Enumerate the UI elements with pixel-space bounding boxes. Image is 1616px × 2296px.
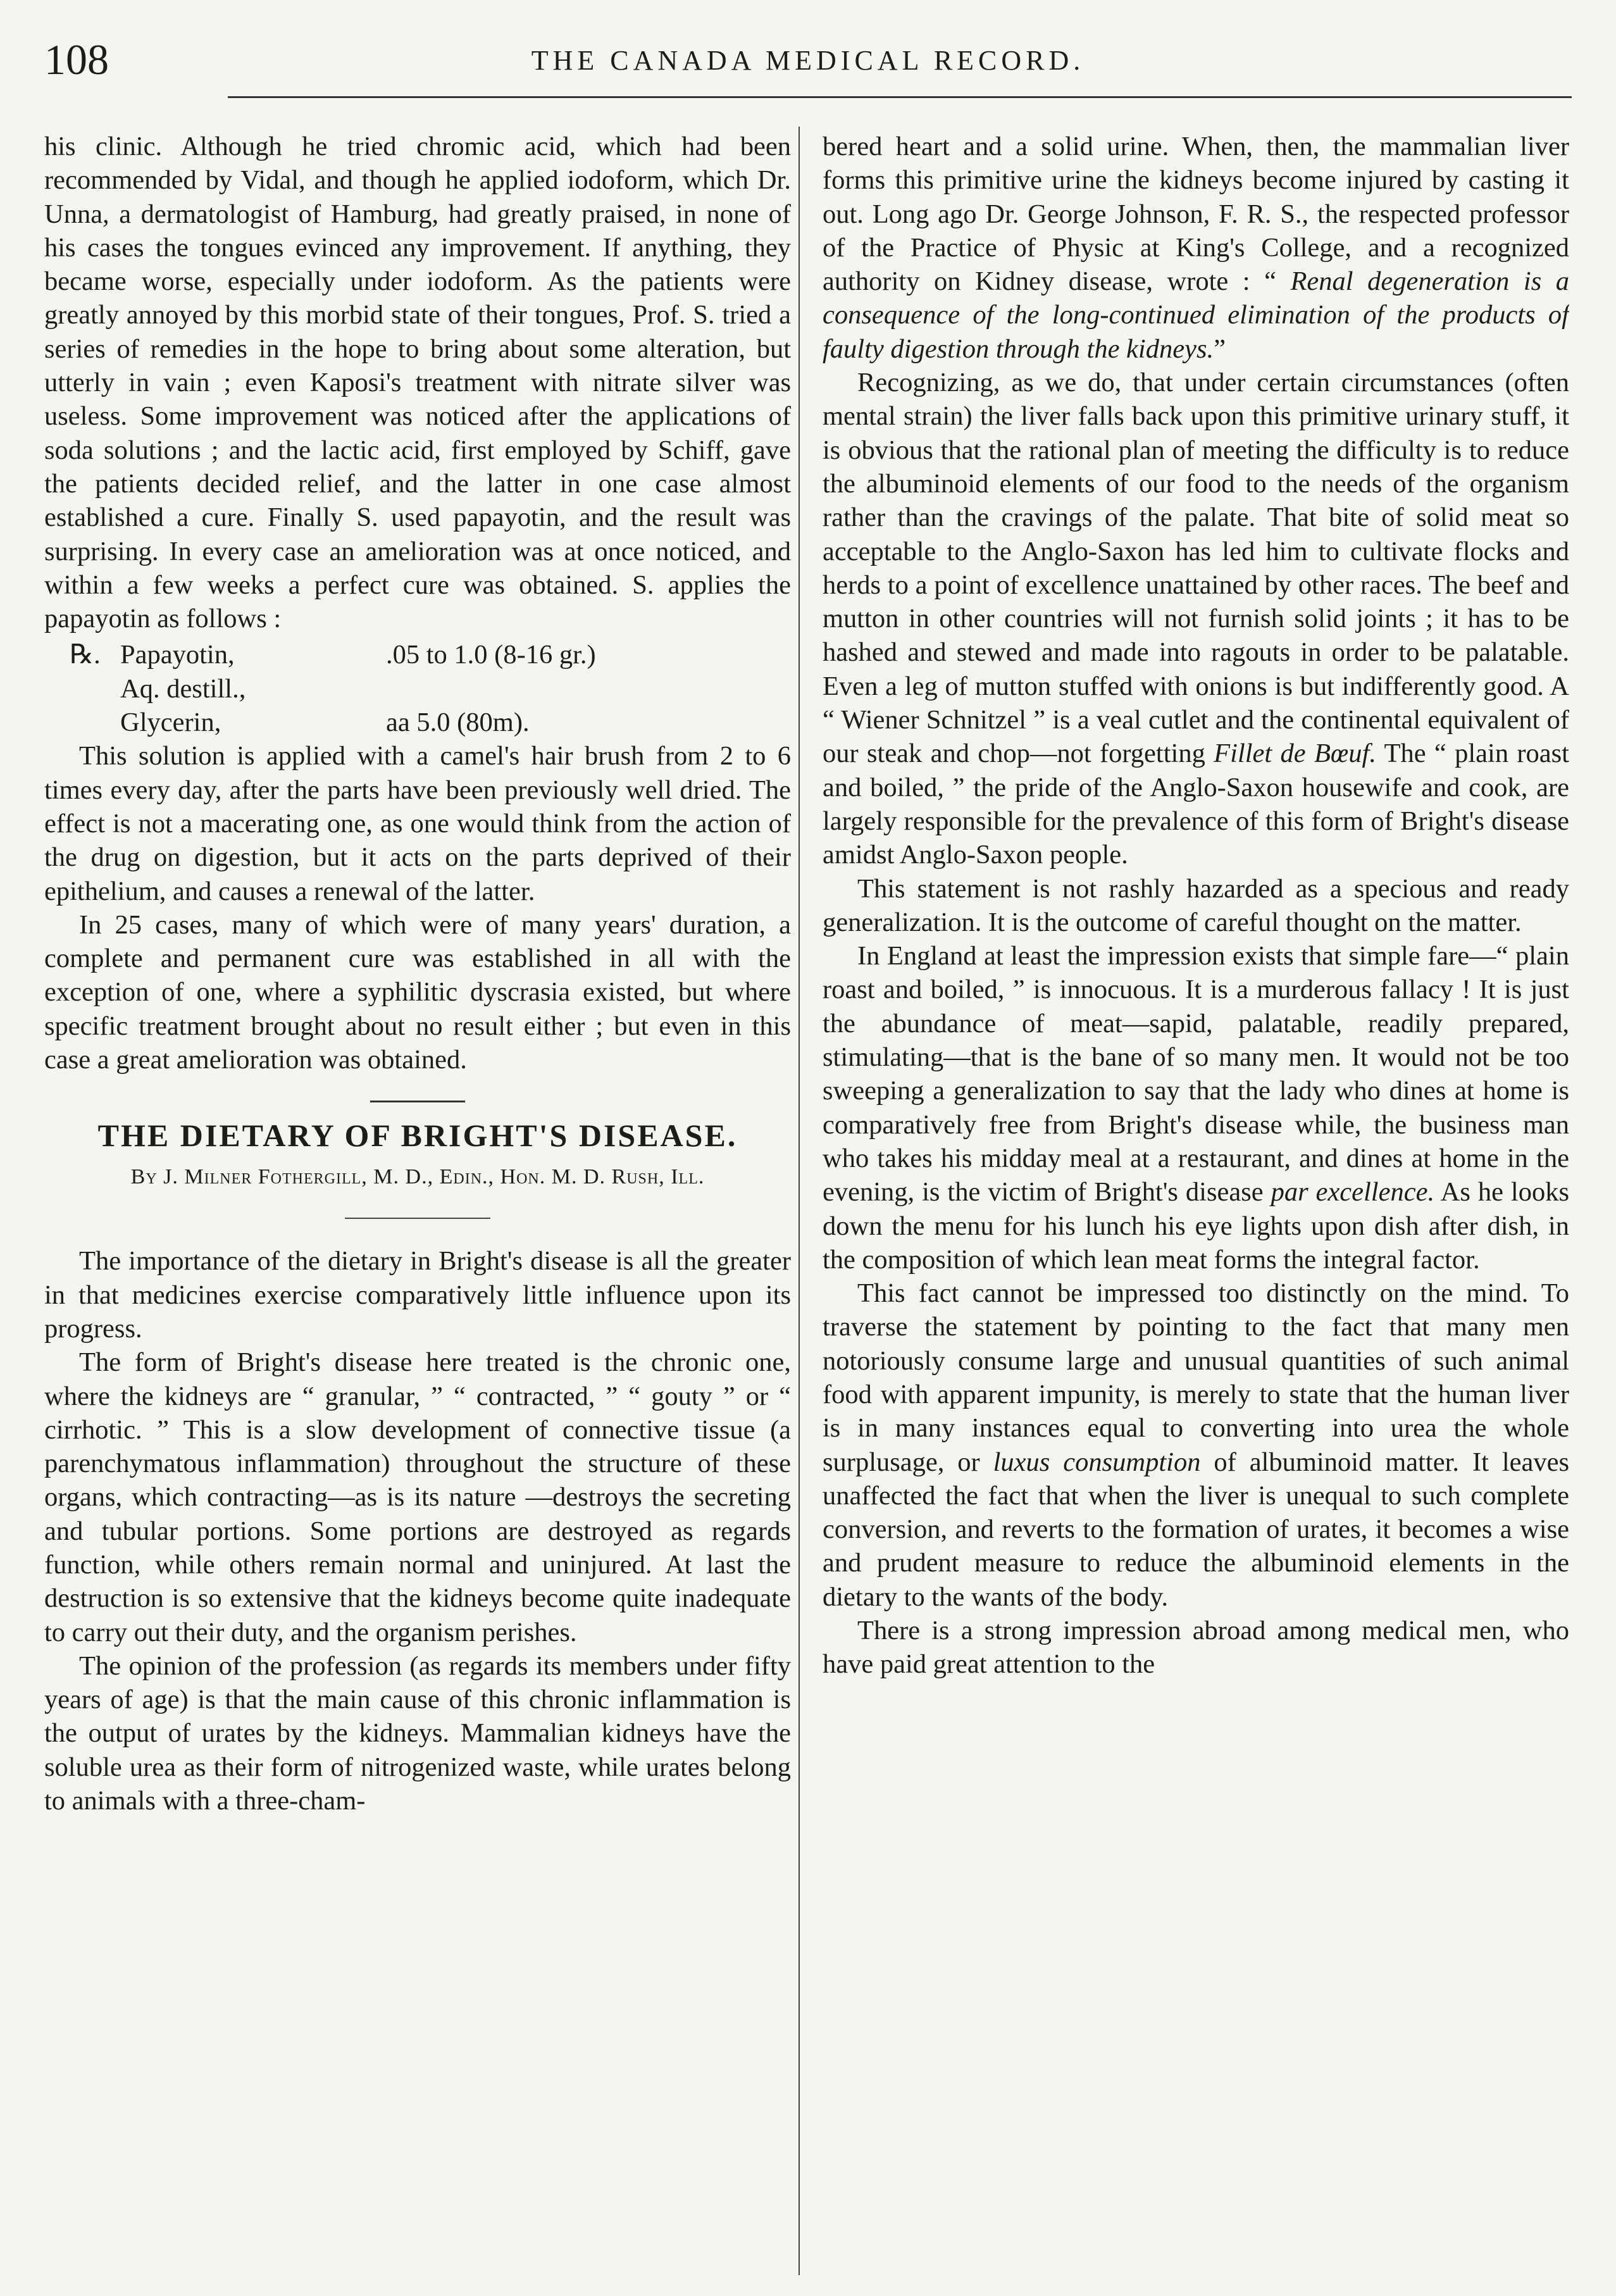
paragraph: This fact cannot be impressed too distinctly on the mind. To traverse the statement by pointing to the fact that many men notoriously consume large and unusual quantities of such animal food with apparent impunity, is merely to state that the human liver is in many instances equal to converting into urea the whole surplusage, or luxus consumption of albuminoid matter. It leaves unaffected the fact that when the liver is unequal to such complete conversion, and reverts to the formation of urates, it becomes a wise and prudent measure to reduce the albuminoid elements in the dietary to the wants of the body. [823, 1278, 1569, 1612]
italic-phrase: par excellence. [1271, 1177, 1435, 1207]
drug-amount: aa 5.0 (80m). [386, 708, 530, 738]
running-head [44, 35, 1572, 108]
right-column [823, 130, 1569, 2269]
article-title: THE DIETARY OF BRIGHT'S DISEASE. [97, 1118, 738, 1154]
section-rule [370, 1101, 465, 1102]
prescription-line [44, 672, 791, 706]
prescription-line [44, 638, 791, 671]
drug-name: Glycerin, [120, 708, 221, 738]
paragraph: The importance of the dietary in Bright's disease is all the greater in that medicines exercise comparatively little influence upon its progress. [44, 1246, 791, 1344]
column-divider [799, 127, 800, 2275]
header-rule [228, 96, 1572, 98]
paragraph: Recognizing, as we do, that under certain circumstances (often mental strain) the liver falls back upon this primitive urinary stuff, it is obvious that the rational plan of meeting the difficulty is to reduce the albuminoid elements of our food to the needs of the organism rather than the cravings of the palate. That bite of solid meat so acceptable to the Anglo-Saxon has led him to cultivate flocks and herds to a point of excellence unattained by other races. The beef and mutton in other countries will not furnish solid joints ; it has to be hashed and stewed and made into ragouts in order to be palatable. Even a leg of mutton stuffed with onions is but indifferently good. A “ Wiener Schnitzel ” is a veal cutlet and the continental equivalent of our steak and chop—not forgetting Fillet de Bœuf. The “ plain roast and boiled, ” the pride of the Anglo-Saxon housewife and cook, are largely responsible for the prevalence of this form of Bright's disease amidst Anglo-Saxon people. [823, 368, 1569, 870]
paragraph: bered heart and a solid urine. When, then, the mammalian liver forms this primitive urine the kidneys become injured by casting it out. Long ago Dr. George Johnson, F. R. S., the respected professor of the Practice of Physic at King's College, and a recognized authority on Kidney disease, wrote : “ Renal degeneration is a consequence of the long-continued elimination of the products of faulty digestion through the kidneys.” [823, 132, 1569, 364]
drug-name: Papayotin, [120, 640, 235, 670]
drug-name: Aq. destill., [120, 673, 246, 704]
page-number: 108 [44, 35, 109, 84]
journal-title: THE CANADA MEDICAL RECORD. [531, 45, 1085, 76]
paragraph: his clinic. Although he tried chromic acid, which had been recommended by Vidal, and though he applied iodoform, which Dr. Unna, a dermatologist of Hamburg, had greatly praised, in none of his cases the tongues evinced any improvement. If anything, they became worse, especially under iodoform. As the patients were greatly annoyed by this morbid state of their tongues, Prof. S. tried a series of remedies in the hope to bring about some alteration, but utterly in vain ; even Kaposi's treatment with nitrate silver was useless. Some improvement was noticed after the applications of soda solutions ; and the lactic acid, first employed by Schiff, gave the patients decided relief, and the latter in one case almost established a cure. Finally S. used papayotin, and the result was surprising. In every case an amelioration was at once noticed, and within a few weeks a perfect cure was obtained. S. applies the papayotin as follows : [44, 132, 791, 634]
drug-amount: .05 to 1.0 (8-16 gr.) [386, 640, 596, 670]
paragraph: This statement is not rashly hazarded as a specious and ready generalization. It is the outcome of careful thought on the matter. [823, 873, 1569, 937]
paragraph: This solution is applied with a camel's hair brush from 2 to 6 times every day, after the parts have been previously well dried. The effect is not a macerating one, as one would think from the action of the drug on digestion, but it acts on the parts deprived of their epithelium, and causes a renewal of the latter. [44, 741, 791, 906]
italic-phrase: luxus consumption [993, 1447, 1201, 1477]
prescription-line [44, 706, 791, 739]
italic-phrase: Fillet de Bœuf. [1214, 739, 1376, 769]
paragraph: In 25 cases, many of which were of many years' duration, a complete and permanent cure was established in all with the exception of one, where a syphilitic dyscrasia existed, but where specific treatment brought about no result either ; but even in this case a great amelioration was obtained. [44, 909, 791, 1075]
recipe-symbol: ℞. [70, 640, 101, 670]
prescription [44, 638, 791, 739]
paragraph: The opinion of the profession (as regards its members under fifty years of age) is that the main cause of this chronic inflammation is the output of urates by the kidneys. Mammalian kidneys have the soluble urea as their form of nitrogenized waste, while urates belong to animals with a three-cham- [44, 1650, 791, 1816]
paragraph: In England at least the impression exists that simple fare—“ plain roast and boiled, ” is innocuous. It is a murderous fallacy ! It is just the abundance of meat—sapid, palatable, readily prepared, stimulating—that is the bane of so many men. It would not be too sweeping a generalization to say that the lady who dines at home is comparatively free from Bright's disease while, the business man who takes his midday meal at a restaurant, and dines at home in the evening, is the victim of Bright's disease par excellence. As he looks down the menu for his lunch his eye lights upon dish after dish, in the composition of which lean meat forms the integral factor. [823, 941, 1569, 1275]
byline-rule [345, 1218, 490, 1219]
paragraph: There is a strong impression abroad among medical men, who have paid great attention to the [823, 1616, 1569, 1680]
paragraph: The form of Bright's disease here treated is the chronic one, where the kidneys are “ granular, ” “ contracted, ” “ gouty ” or “ cirrhotic. ” This is a slow development of connective tissue (a parenchymatous inflammation) throughout the structure of these organs, which contracting—as is its nature —destroys the secreting and tubular portions. Some portions are destroyed as regards function, while others remain normal and uninjured. At last the destruction is so extensive that the kidneys become quite inadequate to carry out their duty, and the organism perishes. [44, 1347, 791, 1647]
quotation: Renal degeneration is a consequence of the long-continued elimination of the products of faulty digestion through the kidneys. [823, 266, 1569, 364]
byline: By J. Milner Fothergill, M. D., Edin., Hon. M. D. Rush, Ill. [130, 1165, 705, 1189]
left-column [44, 130, 791, 2269]
